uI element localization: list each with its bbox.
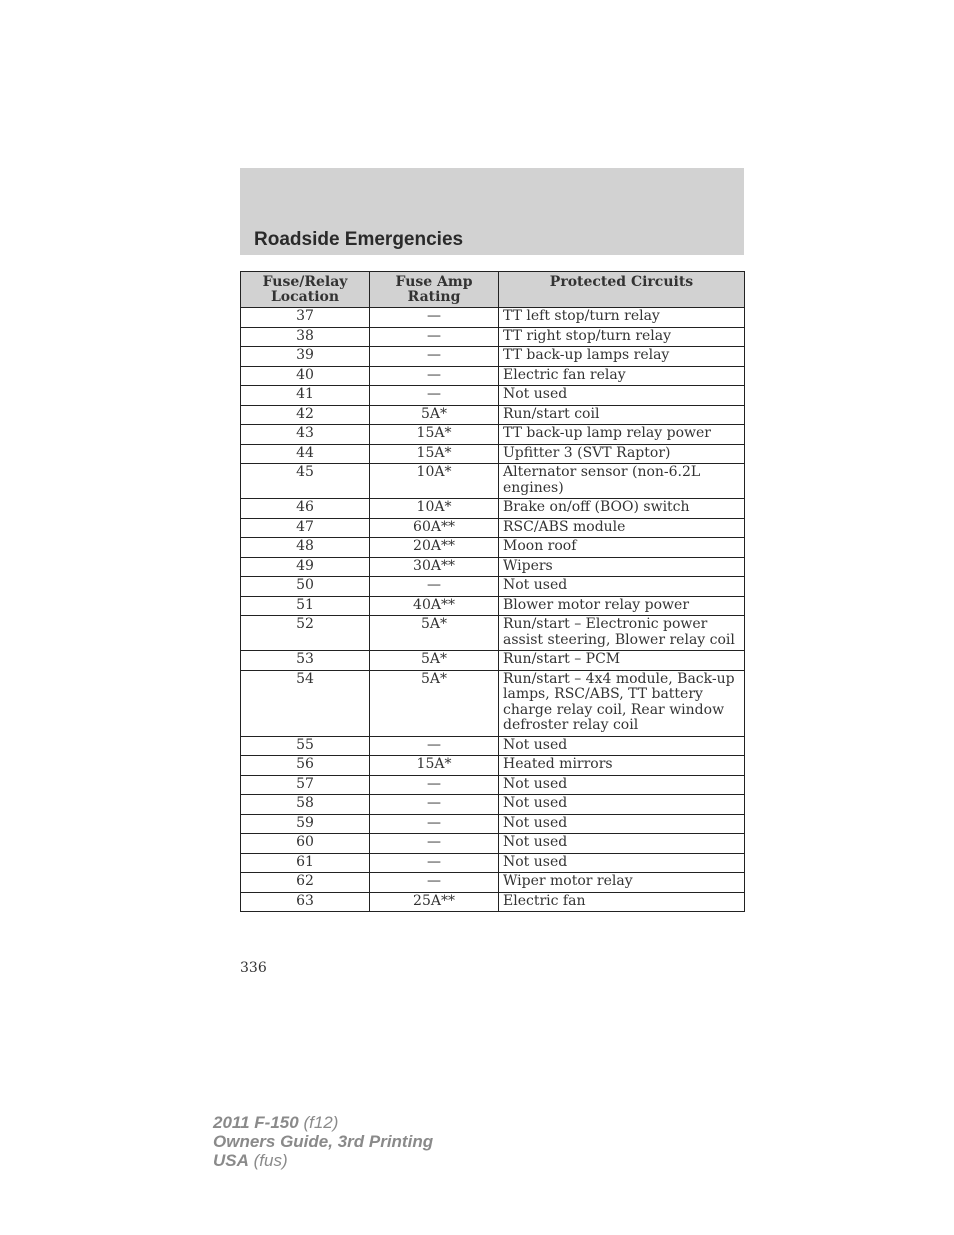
cell-protected-circuit: Blower motor relay power <box>499 596 745 616</box>
fuse-table <box>240 271 745 912</box>
table-row <box>241 308 745 328</box>
cell-protected-circuit: Wipers <box>499 557 745 577</box>
cell-location: 62 <box>241 873 370 893</box>
cell-location: 57 <box>241 775 370 795</box>
cell-amp-rating: 5A* <box>370 670 499 736</box>
column-header-location-line2: Location <box>270 289 340 305</box>
cell-amp-rating: — <box>370 775 499 795</box>
cell-location: 56 <box>241 756 370 776</box>
table-row <box>241 464 745 499</box>
cell-amp-rating: — <box>370 327 499 347</box>
footer-model-code: (f12) <box>303 1113 339 1132</box>
cell-location: 37 <box>241 308 370 328</box>
cell-location: 60 <box>241 834 370 854</box>
table-row <box>241 425 745 445</box>
cell-amp-rating: 40A** <box>370 596 499 616</box>
table-row <box>241 577 745 597</box>
cell-amp-rating: — <box>370 308 499 328</box>
section-header-band <box>240 168 744 255</box>
cell-location: 59 <box>241 814 370 834</box>
column-header-location-line1: Fuse/Relay <box>262 274 348 290</box>
cell-location: 55 <box>241 736 370 756</box>
cell-amp-rating: 20A** <box>370 538 499 558</box>
cell-protected-circuit: TT back-up lamp relay power <box>499 425 745 445</box>
cell-location: 52 <box>241 616 370 651</box>
cell-amp-rating: — <box>370 814 499 834</box>
cell-location: 40 <box>241 366 370 386</box>
cell-protected-circuit: Not used <box>499 795 745 815</box>
cell-protected-circuit: Alternator sensor (non-6.2L engines) <box>499 464 745 499</box>
cell-protected-circuit: Not used <box>499 577 745 597</box>
cell-location: 46 <box>241 499 370 519</box>
cell-amp-rating: 10A* <box>370 464 499 499</box>
cell-location: 38 <box>241 327 370 347</box>
cell-location: 61 <box>241 853 370 873</box>
cell-amp-rating: 15A* <box>370 425 499 445</box>
cell-location: 44 <box>241 444 370 464</box>
cell-location: 51 <box>241 596 370 616</box>
footer-market: USA <box>213 1151 249 1170</box>
cell-protected-circuit: Moon roof <box>499 538 745 558</box>
table-row <box>241 405 745 425</box>
table-row <box>241 853 745 873</box>
table-row <box>241 670 745 736</box>
column-header-amp-rating <box>370 272 499 308</box>
cell-protected-circuit: Not used <box>499 834 745 854</box>
footer-line-1 <box>213 1113 433 1132</box>
table-row <box>241 538 745 558</box>
cell-location: 54 <box>241 670 370 736</box>
cell-location: 43 <box>241 425 370 445</box>
cell-amp-rating: 5A* <box>370 651 499 671</box>
column-header-location <box>241 272 370 308</box>
cell-amp-rating: — <box>370 386 499 406</box>
cell-location: 58 <box>241 795 370 815</box>
table-row <box>241 892 745 912</box>
table-row <box>241 795 745 815</box>
cell-protected-circuit: Not used <box>499 814 745 834</box>
cell-amp-rating: — <box>370 366 499 386</box>
table-row <box>241 499 745 519</box>
table-row <box>241 347 745 367</box>
table-row <box>241 651 745 671</box>
cell-amp-rating: 25A** <box>370 892 499 912</box>
cell-protected-circuit: Not used <box>499 853 745 873</box>
column-header-amp-line2: Rating <box>407 289 461 305</box>
cell-amp-rating: 5A* <box>370 405 499 425</box>
table-row <box>241 834 745 854</box>
cell-amp-rating: 15A* <box>370 444 499 464</box>
cell-amp-rating: — <box>370 736 499 756</box>
cell-protected-circuit: Electric fan <box>499 892 745 912</box>
table-row <box>241 557 745 577</box>
table-row <box>241 327 745 347</box>
cell-amp-rating: 15A* <box>370 756 499 776</box>
cell-protected-circuit: Run/start – PCM <box>499 651 745 671</box>
column-header-protected-circuits: Protected Circuits <box>499 272 745 308</box>
footer-market-code: (fus) <box>253 1151 288 1170</box>
table-row <box>241 814 745 834</box>
table-row <box>241 873 745 893</box>
cell-protected-circuit: TT left stop/turn relay <box>499 308 745 328</box>
cell-location: 48 <box>241 538 370 558</box>
footer-model: 2011 F-150 <box>213 1113 299 1132</box>
cell-amp-rating: — <box>370 853 499 873</box>
cell-location: 50 <box>241 577 370 597</box>
cell-amp-rating: 30A** <box>370 557 499 577</box>
cell-location: 45 <box>241 464 370 499</box>
cell-protected-circuit: Run/start coil <box>499 405 745 425</box>
footer-line-2 <box>213 1132 433 1151</box>
table-header-row <box>241 272 745 308</box>
column-header-amp-line1: Fuse Amp <box>395 274 473 290</box>
cell-amp-rating: 5A* <box>370 616 499 651</box>
footer-line-3 <box>213 1151 433 1170</box>
table-row <box>241 616 745 651</box>
cell-protected-circuit: Run/start – 4x4 module, Back-up lamps, RSC/ABS, TT battery charge relay coil, Rear window defroster relay coil <box>499 670 745 736</box>
cell-location: 47 <box>241 518 370 538</box>
cell-protected-circuit: Not used <box>499 386 745 406</box>
cell-protected-circuit: Brake on/off (BOO) switch <box>499 499 745 519</box>
cell-protected-circuit: Upfitter 3 (SVT Raptor) <box>499 444 745 464</box>
cell-location: 53 <box>241 651 370 671</box>
cell-location: 63 <box>241 892 370 912</box>
cell-location: 39 <box>241 347 370 367</box>
cell-protected-circuit: Electric fan relay <box>499 366 745 386</box>
table-body <box>241 308 745 912</box>
cell-protected-circuit: TT back-up lamps relay <box>499 347 745 367</box>
table-row <box>241 756 745 776</box>
table-row <box>241 736 745 756</box>
footer-imprint <box>213 1113 433 1170</box>
cell-amp-rating: 10A* <box>370 499 499 519</box>
table-row <box>241 366 745 386</box>
cell-amp-rating: 60A** <box>370 518 499 538</box>
table-row <box>241 775 745 795</box>
cell-amp-rating: — <box>370 873 499 893</box>
cell-location: 49 <box>241 557 370 577</box>
page-number: 336 <box>240 960 267 976</box>
cell-protected-circuit: Not used <box>499 775 745 795</box>
cell-amp-rating: — <box>370 834 499 854</box>
cell-amp-rating: — <box>370 347 499 367</box>
table-row <box>241 596 745 616</box>
table-row <box>241 444 745 464</box>
cell-location: 42 <box>241 405 370 425</box>
cell-amp-rating: — <box>370 577 499 597</box>
cell-protected-circuit: Wiper motor relay <box>499 873 745 893</box>
table-row <box>241 518 745 538</box>
cell-protected-circuit: Heated mirrors <box>499 756 745 776</box>
cell-protected-circuit: Run/start – Electronic power assist steering, Blower relay coil <box>499 616 745 651</box>
cell-protected-circuit: RSC/ABS module <box>499 518 745 538</box>
cell-protected-circuit: Not used <box>499 736 745 756</box>
cell-amp-rating: — <box>370 795 499 815</box>
section-title: Roadside Emergencies <box>254 229 464 250</box>
cell-location: 41 <box>241 386 370 406</box>
cell-protected-circuit: TT right stop/turn relay <box>499 327 745 347</box>
table-row <box>241 386 745 406</box>
footer-guide-title: Owners Guide, 3rd Printing <box>213 1132 434 1151</box>
